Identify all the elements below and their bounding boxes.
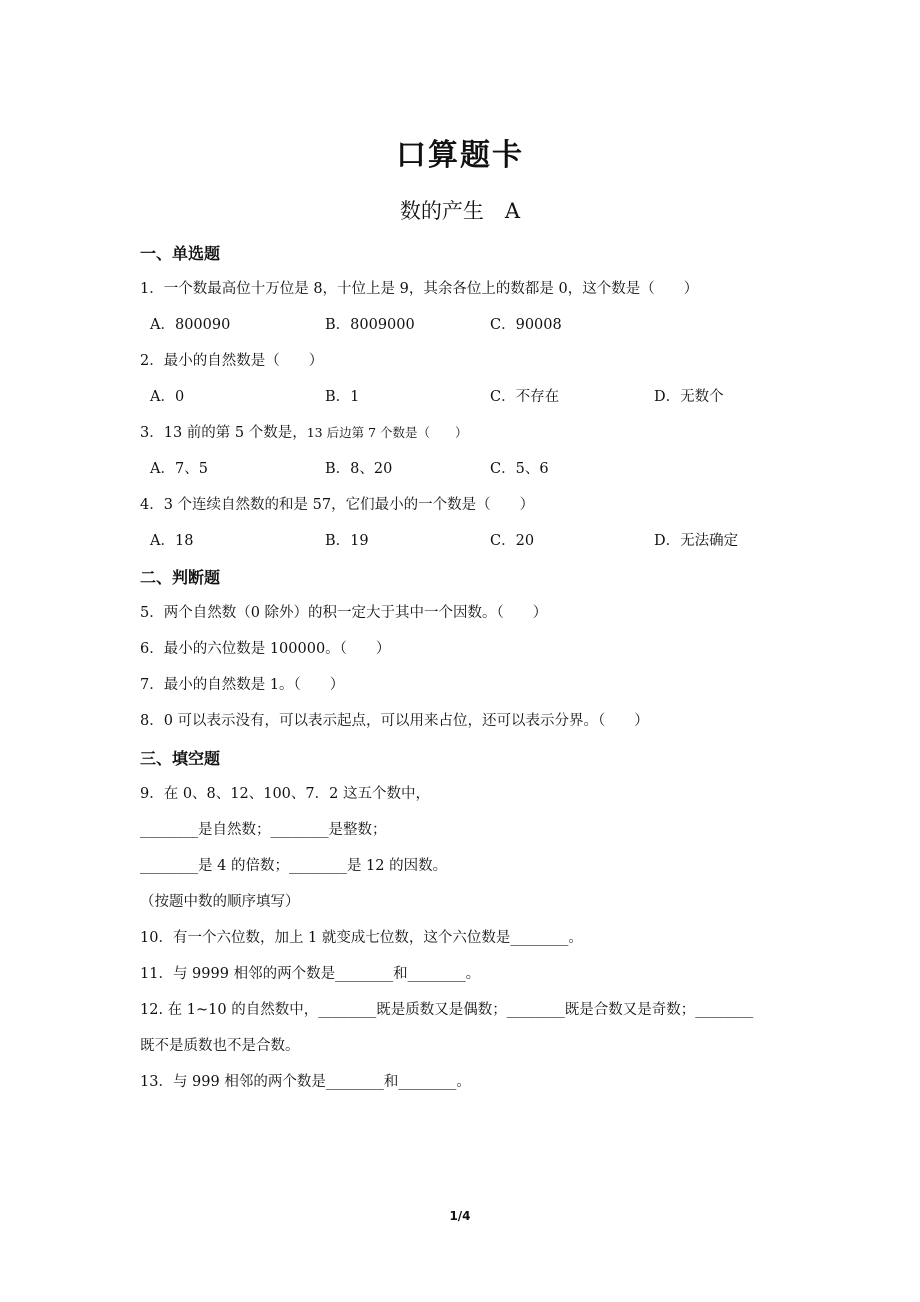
question-3-part-a: 3．13 前的第 5 个数是， bbox=[140, 425, 307, 441]
option-d: D．无法确定 bbox=[654, 533, 739, 549]
question-1: 1．一个数最高位十万位是 8，十位上是 9，其余各位上的数都是 0，这个数是（ ） bbox=[140, 281, 699, 297]
question-4: 4．3 个连续自然数的和是 57，它们最小的一个数是（ ） bbox=[140, 497, 535, 513]
question-11: 11．与 9999 相邻的两个数是________和________。 bbox=[140, 966, 481, 982]
option-b: B．19 bbox=[325, 533, 369, 549]
question-4-options bbox=[150, 529, 790, 549]
question-5: 5．两个自然数（0 除外）的积一定大于其中一个因数。（ ） bbox=[140, 605, 548, 621]
option-a: A．7、5 bbox=[150, 461, 208, 477]
question-12-line-1: 12. 在 1~10 的自然数中，________既是质数又是偶数；________既是合数又是奇数；________ bbox=[140, 1002, 754, 1018]
option-d: D．无数个 bbox=[654, 389, 724, 405]
option-b: B．8、20 bbox=[325, 461, 393, 477]
question-7: 7．最小的自然数是 1。（ ） bbox=[140, 677, 345, 693]
question-3 bbox=[140, 421, 468, 442]
option-a: A．0 bbox=[150, 389, 185, 405]
question-13: 13．与 999 相邻的两个数是________和________。 bbox=[140, 1074, 471, 1090]
question-9-line-2: ________是 4 的倍数；________是 12 的因数。 bbox=[140, 858, 448, 874]
option-b: B．1 bbox=[325, 389, 360, 405]
question-3-options bbox=[150, 457, 790, 477]
question-8: 8．0 可以表示没有，可以表示起点，可以用来占位，还可以表示分界。（ ） bbox=[140, 713, 649, 729]
question-9-line-1: ________是自然数；________是整数； bbox=[140, 822, 387, 838]
option-c: C．5、6 bbox=[490, 461, 549, 477]
option-c: C．不存在 bbox=[490, 389, 560, 405]
option-a: A．18 bbox=[150, 533, 194, 549]
option-c: C．90008 bbox=[490, 317, 562, 333]
question-6: 6．最小的六位数是 100000。（ ） bbox=[140, 641, 391, 657]
page-title: 口算题卡 bbox=[396, 138, 524, 173]
question-9: 9．在 0、8、12、100、7．2 这五个数中， bbox=[140, 786, 430, 802]
section-heading-single-choice: 一、单选题 bbox=[140, 244, 221, 263]
option-c: C．20 bbox=[490, 533, 535, 549]
question-2: 2．最小的自然数是（ ） bbox=[140, 353, 324, 369]
page-number: 1/4 bbox=[449, 1209, 471, 1223]
question-10: 10．有一个六位数，加上 1 就变成七位数，这个六位数是________。 bbox=[140, 930, 583, 946]
question-1-options bbox=[150, 313, 790, 333]
question-2-options bbox=[150, 385, 790, 405]
question-3-part-b: 13 后边第 7 个数是（ ） bbox=[306, 425, 468, 440]
section-heading-fill-blank: 三、填空题 bbox=[140, 749, 221, 768]
question-12-line-2: 既不是质数也不是合数。 bbox=[140, 1038, 300, 1054]
option-a: A．800090 bbox=[150, 317, 231, 333]
question-9-note: （按题中数的顺序填写） bbox=[140, 894, 300, 910]
option-b: B．8009000 bbox=[325, 317, 415, 333]
page-subtitle: 数的产生 A bbox=[399, 199, 521, 223]
section-heading-true-false: 二、判断题 bbox=[140, 568, 221, 587]
